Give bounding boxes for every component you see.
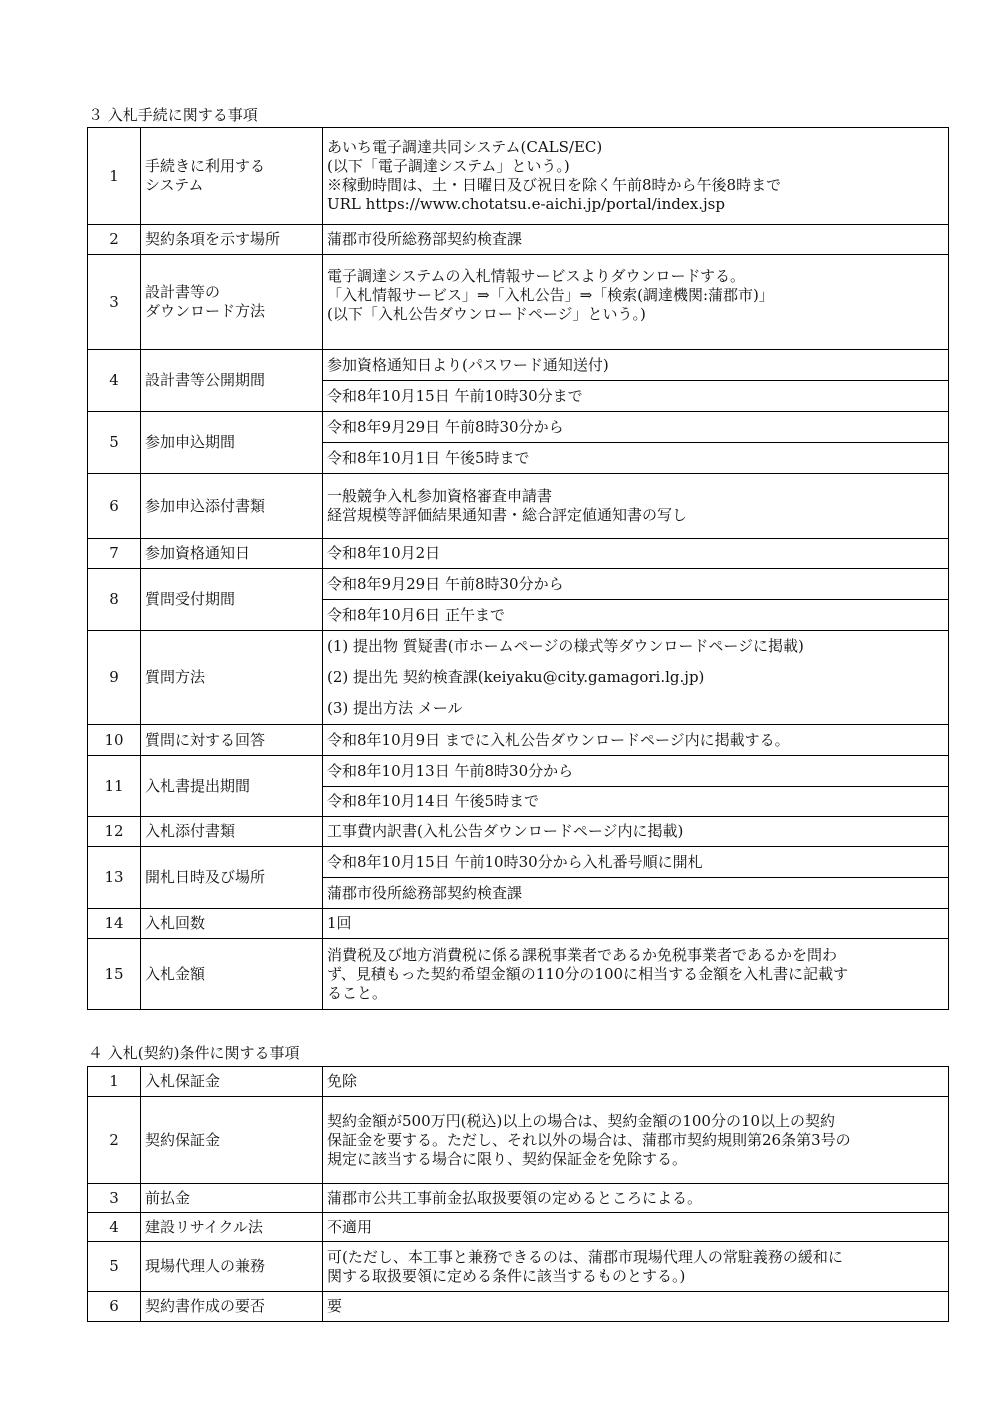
table-row bbox=[88, 939, 949, 1010]
row-number: 3 bbox=[88, 1184, 141, 1213]
table-row bbox=[88, 725, 949, 756]
row-value: 蒲郡市役所総務部契約検査課 bbox=[323, 878, 949, 909]
row-number: 1 bbox=[88, 128, 141, 225]
row-label: 設計書等公開期間 bbox=[141, 350, 323, 412]
row-label: 建設リサイクル法 bbox=[141, 1213, 323, 1242]
row-label: 入札金額 bbox=[141, 939, 323, 1010]
row-number: 8 bbox=[88, 569, 141, 631]
section4-title: ４ 入札(契約)条件に関する事項 bbox=[88, 1044, 300, 1062]
section4-table bbox=[87, 1066, 949, 1322]
row-label: 契約保証金 bbox=[141, 1097, 323, 1184]
table-row bbox=[88, 412, 949, 443]
row-value: 不適用 bbox=[323, 1213, 949, 1242]
row-value: 令和8年10月15日 午前10時30分から入札番号順に開札 bbox=[323, 847, 949, 878]
row-label: 設計書等の ダウンロード方法 bbox=[141, 255, 323, 350]
row-number: 12 bbox=[88, 817, 141, 847]
row-value: 参加資格通知日より(パスワード通知送付) bbox=[323, 350, 949, 381]
row-value: (1) 提出物 質疑書(市ホームページの様式等ダウンロードページに掲載) (2) 提出先 契約検査課(keiyaku@city.gamagori.lg.jp) (3) 提出方法 メール bbox=[323, 631, 949, 725]
row-label: 入札書提出期間 bbox=[141, 756, 323, 817]
row-label: 前払金 bbox=[141, 1184, 323, 1213]
row-number: 2 bbox=[88, 1097, 141, 1184]
table-row bbox=[88, 128, 949, 225]
row-number: 11 bbox=[88, 756, 141, 817]
row-label: 入札添付書類 bbox=[141, 817, 323, 847]
table-row bbox=[88, 1067, 949, 1097]
table-row bbox=[88, 474, 949, 539]
table-row bbox=[88, 1292, 949, 1322]
row-value: 1回 bbox=[323, 909, 949, 939]
row-value: 蒲郡市公共工事前金払取扱要領の定めるところによる。 bbox=[323, 1184, 949, 1213]
row-value: 要 bbox=[323, 1292, 949, 1322]
row-value: 可(ただし、本工事と兼務できるのは、蒲郡市現場代理人の常駐義務の緩和に 関する取扱要領に定める条件に該当するものとする。) bbox=[323, 1242, 949, 1292]
row-number: 10 bbox=[88, 725, 141, 756]
row-number: 6 bbox=[88, 1292, 141, 1322]
row-value: 令和8年10月1日 午後5時まで bbox=[323, 443, 949, 474]
row-label: 参加申込期間 bbox=[141, 412, 323, 474]
row-number: 2 bbox=[88, 225, 141, 255]
row-number: 9 bbox=[88, 631, 141, 725]
row-value: 電子調達システムの入札情報サービスよりダウンロードする。 「入札情報サービス」⇒「入札公告」⇒「検索(調達機関:蒲郡市)」 (以下「入札公告ダウンロードページ」という。) bbox=[323, 255, 949, 350]
table-row bbox=[88, 1213, 949, 1242]
table-row bbox=[88, 817, 949, 847]
row-label: 質問受付期間 bbox=[141, 569, 323, 631]
section3-table bbox=[87, 127, 949, 1010]
row-number: 13 bbox=[88, 847, 141, 909]
row-number: 3 bbox=[88, 255, 141, 350]
table-row bbox=[88, 255, 949, 350]
row-label: 入札回数 bbox=[141, 909, 323, 939]
table-row bbox=[88, 1242, 949, 1292]
row-label: 現場代理人の兼務 bbox=[141, 1242, 323, 1292]
row-value: 令和8年10月13日 午前8時30分から bbox=[323, 756, 949, 787]
table-row bbox=[88, 569, 949, 600]
row-value: 免除 bbox=[323, 1067, 949, 1097]
row-value: 令和8年9月29日 午前8時30分から bbox=[323, 569, 949, 600]
table-row bbox=[88, 847, 949, 878]
row-value: 令和8年10月9日 までに入札公告ダウンロードページ内に掲載する。 bbox=[323, 725, 949, 756]
row-value: 令和8年9月29日 午前8時30分から bbox=[323, 412, 949, 443]
table-row bbox=[88, 1184, 949, 1213]
row-value: 一般競争入札参加資格審査申請書 経営規模等評価結果通知書・総合評定値通知書の写し bbox=[323, 474, 949, 539]
row-number: 4 bbox=[88, 1213, 141, 1242]
table-row bbox=[88, 225, 949, 255]
row-value: 蒲郡市役所総務部契約検査課 bbox=[323, 225, 949, 255]
row-value: 令和8年10月2日 bbox=[323, 539, 949, 569]
row-value: 工事費内訳書(入札公告ダウンロードページ内に掲載) bbox=[323, 817, 949, 847]
row-label: 手続きに利用する システム bbox=[141, 128, 323, 225]
row-value: あいち電子調達共同システム(CALS/EC) (以下「電子調達システム」という。) ※稼動時間は、土・日曜日及び祝日を除く午前8時から午後8時まで URL https://www.chotatsu.e-aichi.jp/portal/index.jsp bbox=[323, 128, 949, 225]
table-row bbox=[88, 909, 949, 939]
row-number: 4 bbox=[88, 350, 141, 412]
table-row bbox=[88, 1097, 949, 1184]
row-number: 6 bbox=[88, 474, 141, 539]
table-row bbox=[88, 539, 949, 569]
row-label: 参加資格通知日 bbox=[141, 539, 323, 569]
row-label: 参加申込添付書類 bbox=[141, 474, 323, 539]
row-value: 令和8年10月14日 午後5時まで bbox=[323, 787, 949, 817]
row-label: 契約書作成の要否 bbox=[141, 1292, 323, 1322]
row-label: 入札保証金 bbox=[141, 1067, 323, 1097]
row-label: 質問方法 bbox=[141, 631, 323, 725]
row-number: 5 bbox=[88, 412, 141, 474]
row-value: 契約金額が500万円(税込)以上の場合は、契約金額の100分の10以上の契約 保証金を要する。ただし、それ以外の場合は、蒲郡市契約規則第26条第3号の 規定に該当する場合に限り、契約保証金を免除する。 bbox=[323, 1097, 949, 1184]
row-label: 質問に対する回答 bbox=[141, 725, 323, 756]
table-row bbox=[88, 631, 949, 725]
row-number: 14 bbox=[88, 909, 141, 939]
row-number: 7 bbox=[88, 539, 141, 569]
row-label: 契約条項を示す場所 bbox=[141, 225, 323, 255]
table-row bbox=[88, 350, 949, 381]
row-number: 1 bbox=[88, 1067, 141, 1097]
row-label: 開札日時及び場所 bbox=[141, 847, 323, 909]
row-number: 15 bbox=[88, 939, 141, 1010]
table-row bbox=[88, 756, 949, 787]
row-number: 5 bbox=[88, 1242, 141, 1292]
row-value: 令和8年10月15日 午前10時30分まで bbox=[323, 381, 949, 412]
row-value: 消費税及び地方消費税に係る課税事業者であるか免税事業者であるかを問わ ず、見積もった契約希望金額の110分の100に相当する金額を入札書に記載す ること。 bbox=[323, 939, 949, 1010]
row-value: 令和8年10月6日 正午まで bbox=[323, 600, 949, 631]
section3-title: ３ 入札手続に関する事項 bbox=[88, 106, 258, 124]
